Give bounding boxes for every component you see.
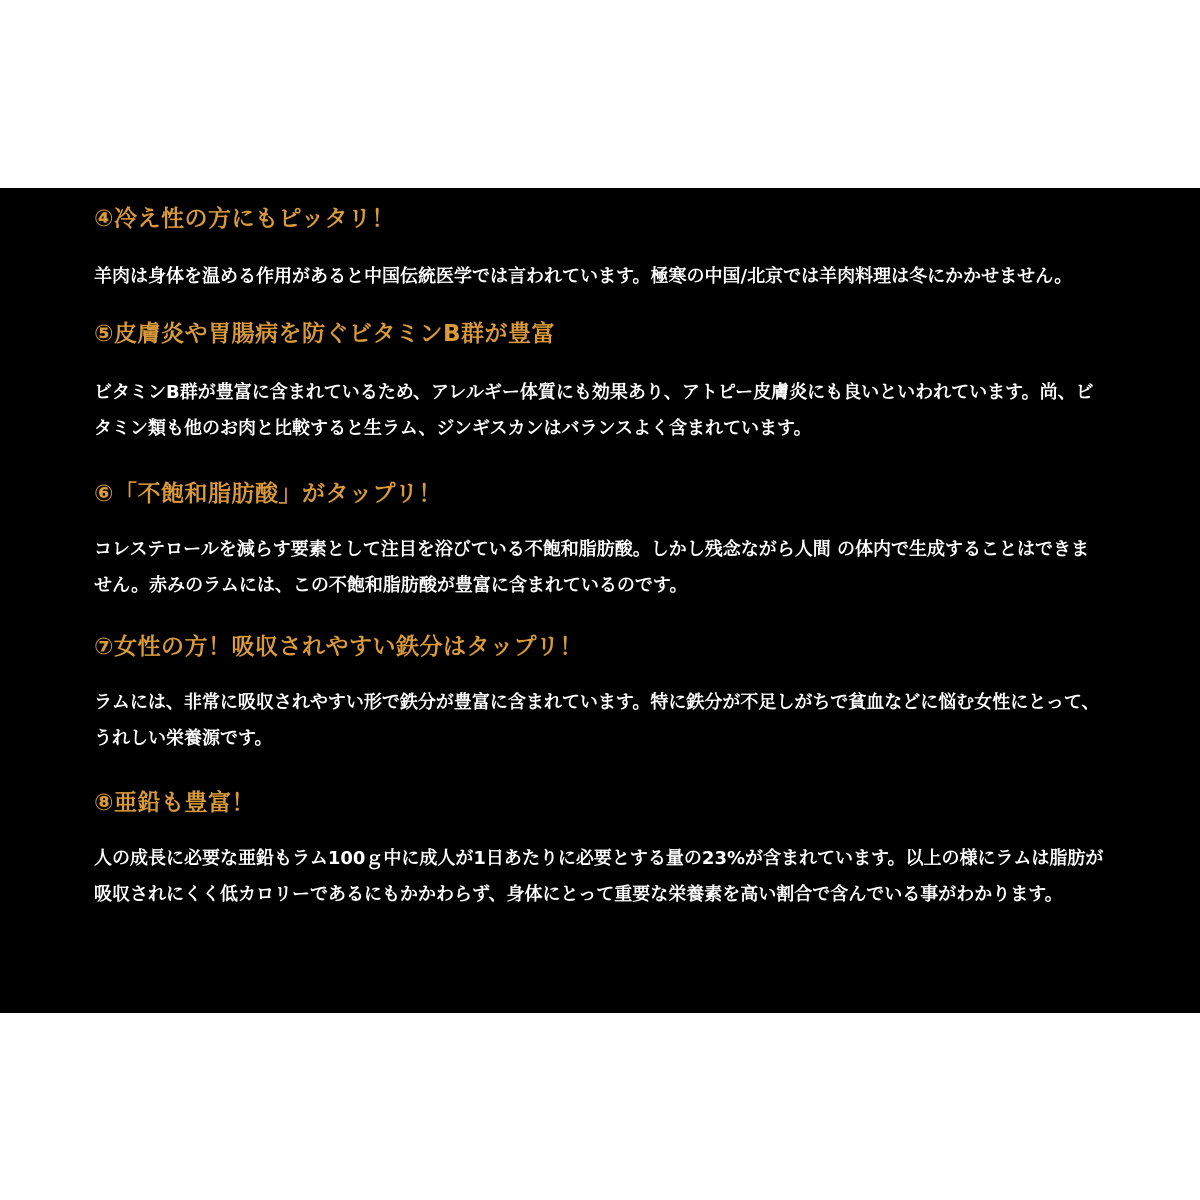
section-body: 人の成長に必要な亜鉛もラム100ｇ中に成人が1日あたりに必要とする量の23%が含まれています。以上の様にラムは脂肪が吸収されにくく低カロリーであるにもかかわらず、身体にとって重要な栄養素を高い割合で含んでいる事がわかります。	[94, 848, 1104, 905]
section-heading: ④冷え性の方にもピッタリ！	[94, 206, 396, 232]
section-heading: ⑤皮膚炎や胃腸病を防ぐビタミンB群が豊富	[94, 321, 556, 347]
section-heading: ⑥「不飽和脂肪酸」がタップリ！	[94, 481, 443, 507]
section-body: コレステロールを減らす要素として注目を浴びている不飽和脂肪酸。しかし残念ながら人間 の体内で生成することはできません。赤みのラムには、この不飽和脂肪酸が豊富に含まれているのです。	[94, 539, 1090, 596]
section-unsaturated-fat	[94, 478, 1106, 604]
section-cold-sensitivity	[94, 203, 1106, 295]
section-body: 羊肉は身体を温める作用があると中国伝統医学では言われています。極寒の中国/北京では羊肉料理は冬にかかせません。	[94, 266, 1073, 287]
section-zinc	[94, 787, 1106, 913]
content-panel	[0, 188, 1200, 1013]
section-body: ラムには、非常に吸収されやすい形で鉄分が豊富に含まれています。特に鉄分が不足しがちで貧血などに悩む女性にとって、うれしい栄養源です。	[94, 692, 1100, 749]
section-vitamin-b	[94, 318, 1106, 447]
section-heading: ⑧亜鉛も豊富！	[94, 790, 255, 816]
section-iron	[94, 631, 1106, 757]
section-heading: ⑦女性の方！吸収されやすい鉄分はタップリ！	[94, 634, 584, 660]
section-body: ビタミンB群が豊富に含まれているため、アレルギー体質にも効果あり、アトピー皮膚炎にも良いといわれています。尚、ビタミン類も他のお肉と比較すると生ラム、ジンギスカンはバランスよく含まれています。	[94, 382, 1094, 439]
